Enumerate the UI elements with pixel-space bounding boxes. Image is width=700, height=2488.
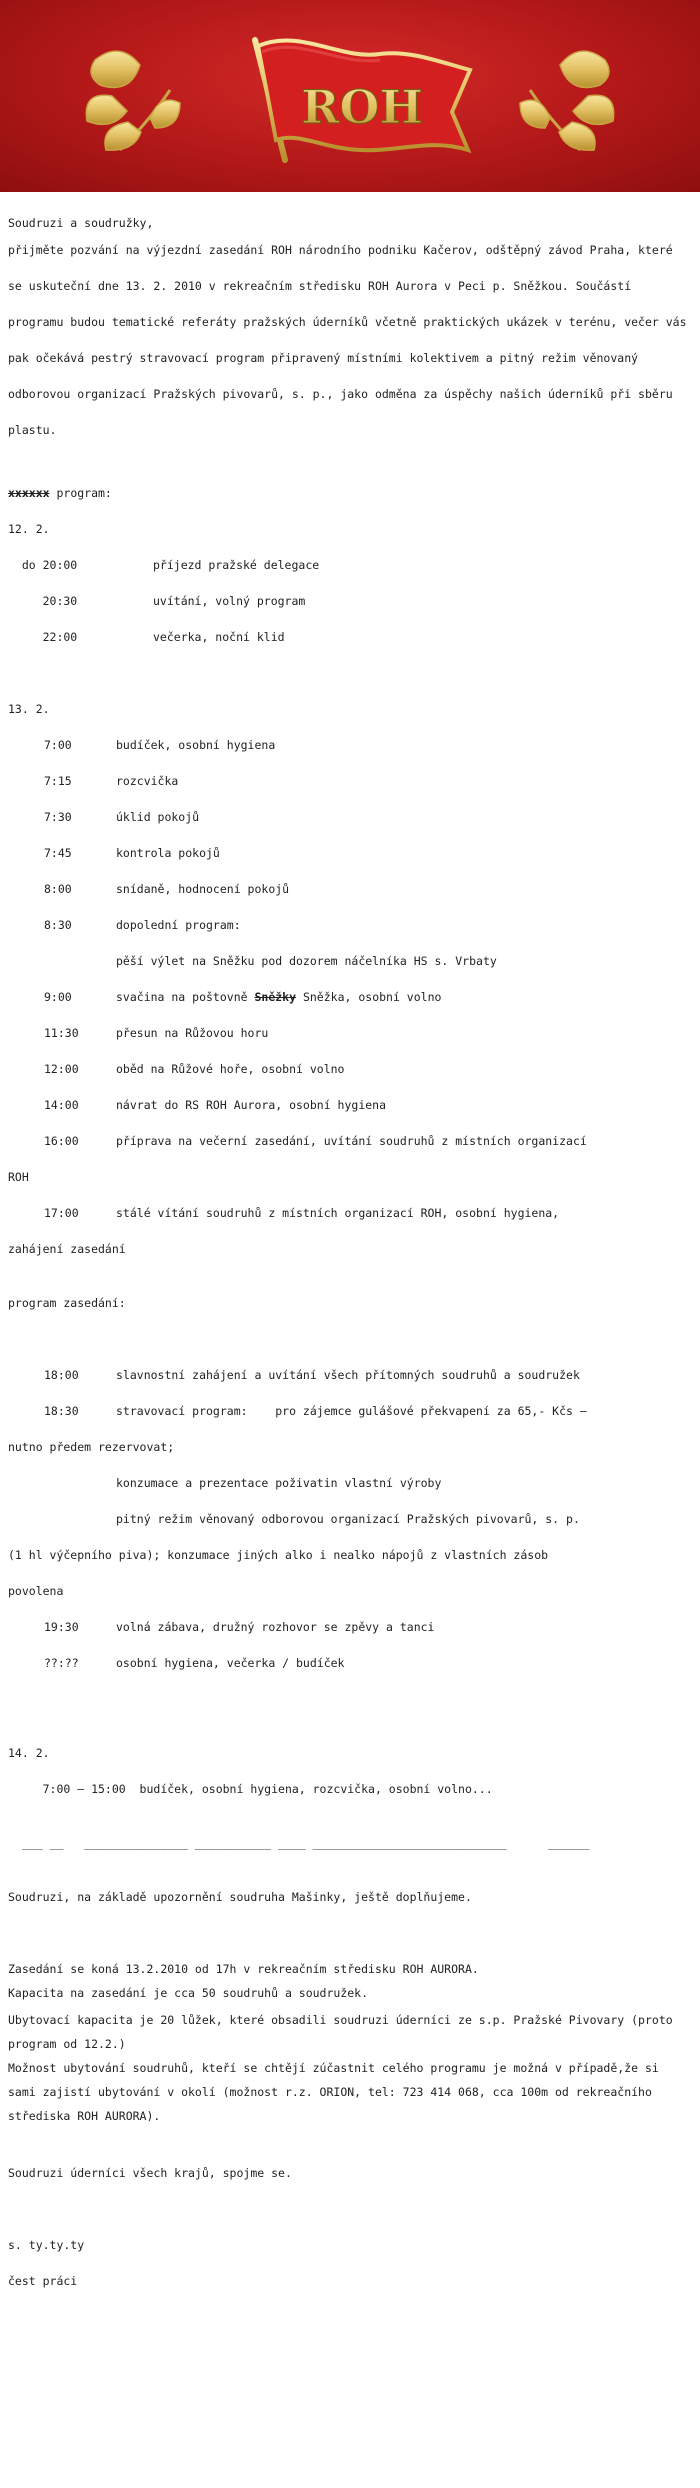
schedule-desc: pěší výlet na Sněžku pod dozorem náčelníka HS s. Vrbaty	[116, 954, 497, 968]
schedule-row	[8, 1438, 692, 1456]
schedule-row	[8, 1204, 692, 1222]
note-1: Kapacita na zasedání je cca 50 soudruhů a soudružek.	[8, 1986, 369, 2000]
day2-date: 13. 2.	[8, 702, 50, 716]
schedule-time: 8:30	[44, 918, 72, 932]
closing: Soudruzi úderníci všech krajů, spojme se.	[8, 2166, 292, 2180]
greeting: Soudruzi a soudružky,	[8, 216, 154, 230]
signoff-motto: čest práci	[8, 2274, 78, 2288]
schedule-row	[8, 844, 692, 862]
schedule-desc: návrat do RS ROH Aurora, osobní hygiena	[116, 1098, 387, 1112]
day2-schedule	[8, 736, 692, 1258]
schedule-time: 20:30	[8, 594, 78, 608]
schedule-time: 9:00	[44, 990, 72, 1004]
schedule-desc: snídaně, hodnocení pokojů	[116, 882, 290, 896]
schedule-time: 11:30	[44, 1026, 79, 1040]
note-2: Ubytovací kapacita je 20 lůžek, které obsadili soudruzi úderníci ze s.p. Pražské Pivovary (proto program od 12.2.)	[8, 2013, 680, 2051]
schedule-row	[8, 1618, 692, 1636]
schedule-desc: povolena	[8, 1584, 64, 1598]
schedule-time: 18:00	[44, 1368, 79, 1382]
schedule-time: do 20:00	[8, 558, 78, 572]
schedule-desc: nutno předem rezervovat;	[8, 1440, 175, 1454]
schedule-desc: večerka, noční klid	[153, 630, 285, 644]
intro-paragraph: přijměte pozvání na výjezdní zasedání ROH národního podniku Kačerov, odštěpný závod Praha, které se uskuteční dne 13. 2. 2010 v rekreačním středisku ROH Aurora v Peci p. Sněžkou. Součástí programu budou tematické referáty pražských úderníků včetně praktických ukázek v terénu, večer vás pak očekává pestrý stravovací program připravený místními kolektivem a pitný režim věnovaný odborovou organizací Pražských pivovarů, s. p., jako odměna za úspěchy našich úderníků při sběru plastu.	[8, 243, 694, 437]
day1-date: 12. 2.	[8, 522, 50, 536]
roh-emblem	[0, 0, 700, 192]
meeting-schedule	[8, 1366, 692, 1672]
schedule-time: 7:00	[44, 738, 72, 752]
schedule-row	[8, 952, 692, 970]
separator-line: ___ __ _______________ ___________ ____ ____________________________ ______	[8, 1836, 590, 1850]
schedule-row	[8, 880, 692, 898]
schedule-desc: úklid pokojů	[116, 810, 200, 824]
note-3: Možnost ubytování soudruhů, kteří se chtějí zúčastnit celého programu je možná v případě,že si sami zajistí ubytování v okolí (možnost r.z. ORION, tel: 723 414 068, cca 100m od rekreačního střediska ROH AURORA).	[8, 2061, 666, 2123]
signoff-initials: s. ty.ty.ty	[8, 2238, 85, 2252]
schedule-desc: stravovací program: pro zájemce gulášové překvapení za 65,- Kčs –	[116, 1404, 587, 1418]
struck-word: xxxxxx	[8, 486, 50, 500]
schedule-time: 7:30	[44, 810, 72, 824]
schedule-row	[8, 1510, 692, 1528]
schedule-row	[8, 1654, 692, 1672]
schedule-desc: stálé vítání soudruhů z místních organizací ROH, osobní hygiena,	[116, 1206, 560, 1220]
schedule-desc: uvítání, volný program	[153, 594, 306, 608]
schedule-desc: ROH	[8, 1170, 29, 1184]
schedule-row	[8, 1582, 692, 1600]
schedule-desc: pitný režim věnovaný odborovou organizací Pražských pivovarů, s. p.	[116, 1512, 580, 1526]
schedule-desc: budíček, osobní hygiena	[116, 738, 276, 752]
program-heading	[8, 484, 692, 502]
schedule-row	[8, 592, 692, 610]
schedule-time: 7:15	[44, 774, 72, 788]
schedule-desc: přesun na Růžovou horu	[116, 1026, 269, 1040]
linden-branch-left-icon	[86, 51, 180, 150]
schedule-row	[8, 988, 692, 1006]
schedule-time: 22:00	[8, 630, 78, 644]
schedule-row	[8, 1546, 692, 1564]
addendum: Soudruzi, na základě upozornění soudruha Mašinky, ještě doplňujeme.	[8, 1890, 472, 1904]
schedule-desc: svačina na poštovně Sněžky Sněžka, osobní volno	[116, 990, 442, 1004]
schedule-time: 12:00	[44, 1062, 79, 1076]
schedule-time: 16:00	[44, 1134, 79, 1148]
schedule-time: 17:00	[44, 1206, 79, 1220]
schedule-row	[8, 1240, 692, 1258]
schedule-row	[8, 736, 692, 754]
schedule-row	[8, 808, 692, 826]
meeting-heading: program zasedání:	[8, 1296, 126, 1310]
schedule-desc: volná zábava, družný rozhovor se zpěvy a tanci	[116, 1620, 435, 1634]
schedule-desc: rozcvička	[116, 774, 179, 788]
header-banner	[0, 0, 700, 192]
schedule-desc: příprava na večerní zasedání, uvítání soudruhů z místních organizací	[116, 1134, 587, 1148]
schedule-row	[8, 1132, 692, 1150]
schedule-row	[8, 1366, 692, 1384]
schedule-desc: dopolední program:	[116, 918, 241, 932]
schedule-desc: zahájení zasedání	[8, 1242, 126, 1256]
schedule-time: 19:30	[44, 1620, 79, 1634]
schedule-row	[8, 1402, 692, 1420]
schedule-time: 14:00	[44, 1098, 79, 1112]
schedule-time: 18:30	[44, 1404, 79, 1418]
schedule-row	[8, 916, 692, 934]
schedule-row	[8, 628, 692, 646]
schedule-time: 7:45	[44, 846, 72, 860]
schedule-row	[8, 556, 692, 574]
schedule-row	[8, 1168, 692, 1186]
day1-schedule	[8, 556, 692, 646]
schedule-row	[8, 772, 692, 790]
roh-logo-text: ROH	[301, 80, 423, 134]
day3-line: 7:00 – 15:00 budíček, osobní hygiena, rozcvička, osobní volno...	[8, 1782, 493, 1796]
schedule-desc: (1 hl výčepního piva); konzumace jiných alko i nealko nápojů z vlastních zásob	[8, 1548, 549, 1562]
schedule-time: ??:??	[44, 1656, 79, 1670]
schedule-time	[8, 952, 116, 970]
schedule-row	[8, 1474, 692, 1492]
program-label: program:	[49, 486, 112, 500]
schedule-time	[8, 1510, 116, 1528]
schedule-row	[8, 1096, 692, 1114]
schedule-desc: oběd na Růžové hoře, osobní volno	[116, 1062, 345, 1076]
schedule-time: 8:00	[44, 882, 72, 896]
note-0: Zasedání se koná 13.2.2010 od 17h v rekreačním středisku ROH AURORA.	[8, 1962, 479, 1976]
schedule-desc: slavnostní zahájení a uvítání všech přítomných soudruhů a soudružek	[116, 1368, 580, 1382]
schedule-row	[8, 1024, 692, 1042]
schedule-desc: konzumace a prezentace poživatin vlastní výroby	[116, 1476, 442, 1490]
linden-branch-right-icon	[520, 51, 614, 150]
letter-body	[8, 214, 692, 2308]
schedule-time	[8, 1474, 116, 1492]
schedule-row	[8, 1060, 692, 1078]
schedule-desc: kontrola pokojů	[116, 846, 220, 860]
day3-date: 14. 2.	[8, 1746, 50, 1760]
schedule-desc: příjezd pražské delegace	[153, 558, 320, 572]
schedule-desc: osobní hygiena, večerka / budíček	[116, 1656, 345, 1670]
